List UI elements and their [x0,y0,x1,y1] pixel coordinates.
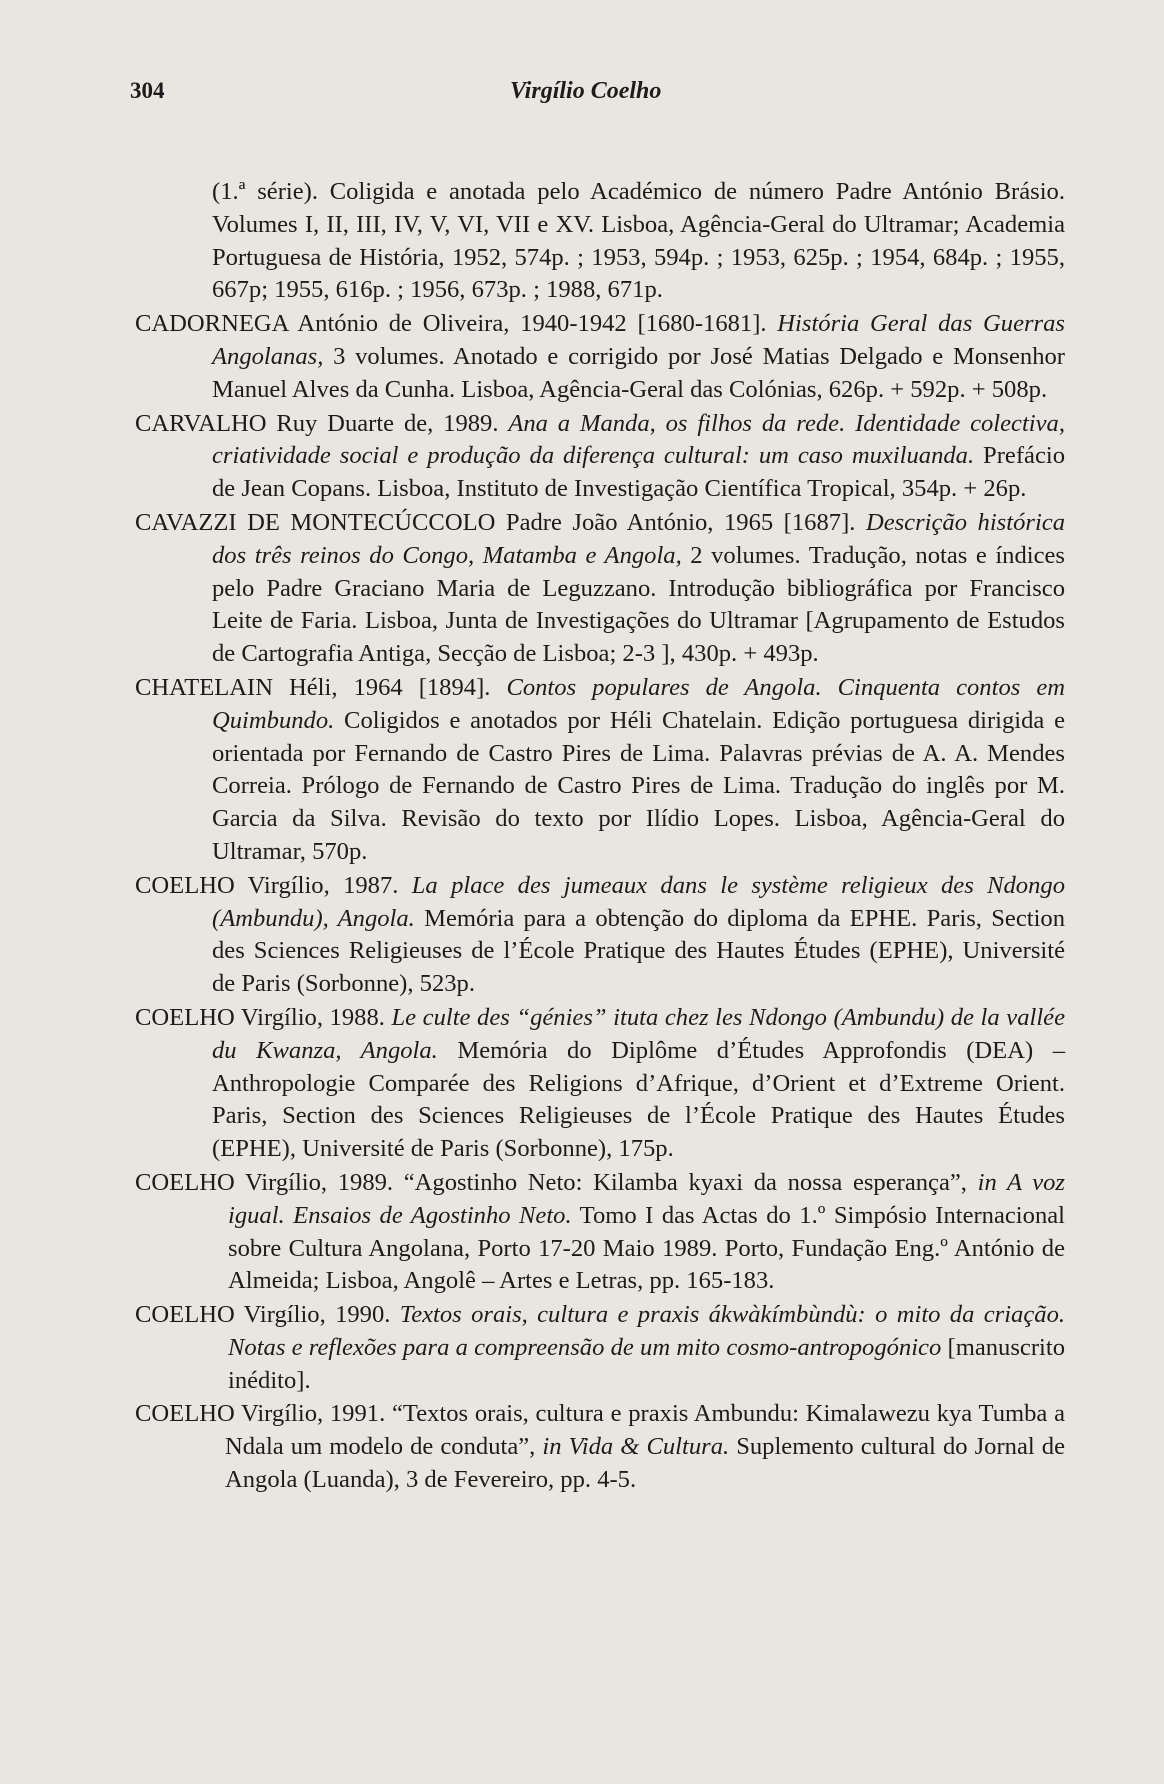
bibliography-entry-carvalho [135,408,1065,506]
entry-details: Suplemento cultural do Jornal de Angola (Luanda), 3 de Fevereiro, pp. 4-5. [225,1433,1065,1494]
entry-title: Ana a Manda, os filhos da rede. Identidade colectiva, criatividade social e produção da diferença cultural: um caso muxiluanda. [212,409,1066,470]
bibliography-entry-cadornega [135,308,1065,406]
entry-author: COELHO Virgílio, 1989. “Agostinho Neto: Kilamba kyaxi da nossa esperança”, [135,1168,978,1196]
bibliography-entry-cavazzi [135,507,1065,671]
entry-title: in Vida & Cultura. [542,1433,730,1461]
entry-details: Memória para a obtenção do diploma da EPHE. Paris, Section des Sciences Religieuses de l’École Pratique des Hautes Études (EPHE), Université de Paris (Sorbonne), 523p. [212,904,1065,998]
entry-title: Descrição histórica dos três reinos do Congo, Matamba e Angola, [212,508,1065,569]
entry-title: História Geral das Guerras Angolanas, [212,310,1065,370]
entry-title: Le culte des “génies” ituta chez les Ndongo (Ambundu) de la vallée du Kwanza, Angola. [212,1003,1065,1064]
entry-title: La place des jumeaux dans le système religieux des Ndongo (Ambundu), Angola. [212,871,1065,932]
entry-details: 2 volumes. Tradução, notas e índices pelo Padre Graciano Maria de Leguzzano. Introdução bibliográfica por Francisco Leite de Faria. Lisboa, Junta de Investigações do Ultramar [Agrupamento de Estudos de Cartografia Antiga, Secção de Lisboa; 2-3 ], 430p. + 493p. [212,541,1065,668]
page-number: 304 [130,78,165,103]
entry-details: 3 volumes. Anotado e corrigido por José Matias Delgado e Monsenhor Manuel Alves da Cunha. Lisboa, Agência-Geral das Colónias, 626p. + 592p. + 508p. [212,342,1065,403]
entry-details: Memória do Diplôme d’Études Approfondis (DEA) – Anthropologie Comparée des Religions d’Afrique, d’Orient et d’Extreme Orient. Paris, Section des Sciences Religieuses de l’École Pratique des Hautes Études (EPHE), Université de Paris (Sorbonne), 175p. [212,1036,1065,1163]
bibliography-entry-chatelain [135,672,1065,869]
entry-details: Coligidos e anotados por Héli Chatelain. Edição portuguesa dirigida e orientada por Fernando de Castro Pires de Lima. Palavras prévias de A. A. Mendes Correia. Prólogo de Fernando de Castro Pires de Lima. Tradução do inglês por M. Garcia da Silva. Revisão do texto por Ilídio Lopes. Lisboa, Agência-Geral do Ultramar, 570p. [212,706,1065,865]
bibliography-list [135,176,1065,1498]
entry-title: in A voz igual. Ensaios de Agostinho Neto. [228,1168,1065,1229]
page-header [130,78,1034,118]
entry-author: CHATELAIN Héli, 1964 [1894]. [135,673,507,701]
bibliography-entry-coelho-1990 [135,1299,1065,1397]
bibliography-entry-coelho-1987 [135,870,1065,1001]
running-title: Virgílio Coelho [510,78,662,104]
entry-title: Textos orais, cultura e praxis ákwàkímbùndù: o mito da criação. Notas e reflexões para a compreensão de um mito cosmo-antropogónico [228,1301,1066,1361]
entry-details: [manuscrito inédito]. [228,1333,1065,1394]
entry-author: COELHO Virgílio, 1990. [135,1301,400,1329]
bibliography-entry-coelho-1988 [135,1002,1065,1166]
entry-details: Tomo I das Actas do 1.º Simpósio Internacional sobre Cultura Angolana, Porto 17-20 Maio 1989. Porto, Fundação Eng.º António de Almeida; Lisboa, Angolê – Artes e Letras, pp. 165-183. [228,1201,1065,1295]
entry-author: CARVALHO Ruy Duarte de, 1989. [135,409,509,437]
entry-author: COELHO Virgílio, 1987. [135,871,412,899]
bibliography-entry-coelho-1991 [135,1398,1065,1496]
entry-title: Contos populares de Angola. Cinquenta contos em Quimbundo. [212,673,1065,734]
bibliography-entry-continuation [135,176,1065,307]
entry-author: CADORNEGA António de Oliveira, 1940-1942 [1680-1681]. [135,310,778,338]
entry-author: CAVAZZI DE MONTECÚCCOLO Padre João António, 1965 [1687]. [135,508,866,536]
entry-author: COELHO Virgílio, 1988. [135,1003,392,1031]
bibliography-entry-coelho-1989 [135,1167,1065,1298]
entry-details: Prefácio de Jean Copans. Lisboa, Instituto de Investigação Científica Tropical, 354p. + 26p. [212,442,1065,503]
entry-author: COELHO Virgílio, 1991. “Textos orais, cultura e praxis Ambundu: Kimalawezu kya Tumba a Ndala um modelo de conduta”, [135,1400,1065,1461]
entry-text: (1.ª série). Coligida e anotada pelo Académico de número Padre António Brásio. Volumes I, II, III, IV, V, VI, VII e XV. Lisboa, Agência-Geral do Ultramar; Academia Portuguesa de História, 1952, 574p. ; 1953, 594p. ; 1953, 625p. ; 1954, 684p. ; 1955, 667p; 1955, 616p. ; 1956, 673p. ; 1988, 671p. [212,178,1065,304]
